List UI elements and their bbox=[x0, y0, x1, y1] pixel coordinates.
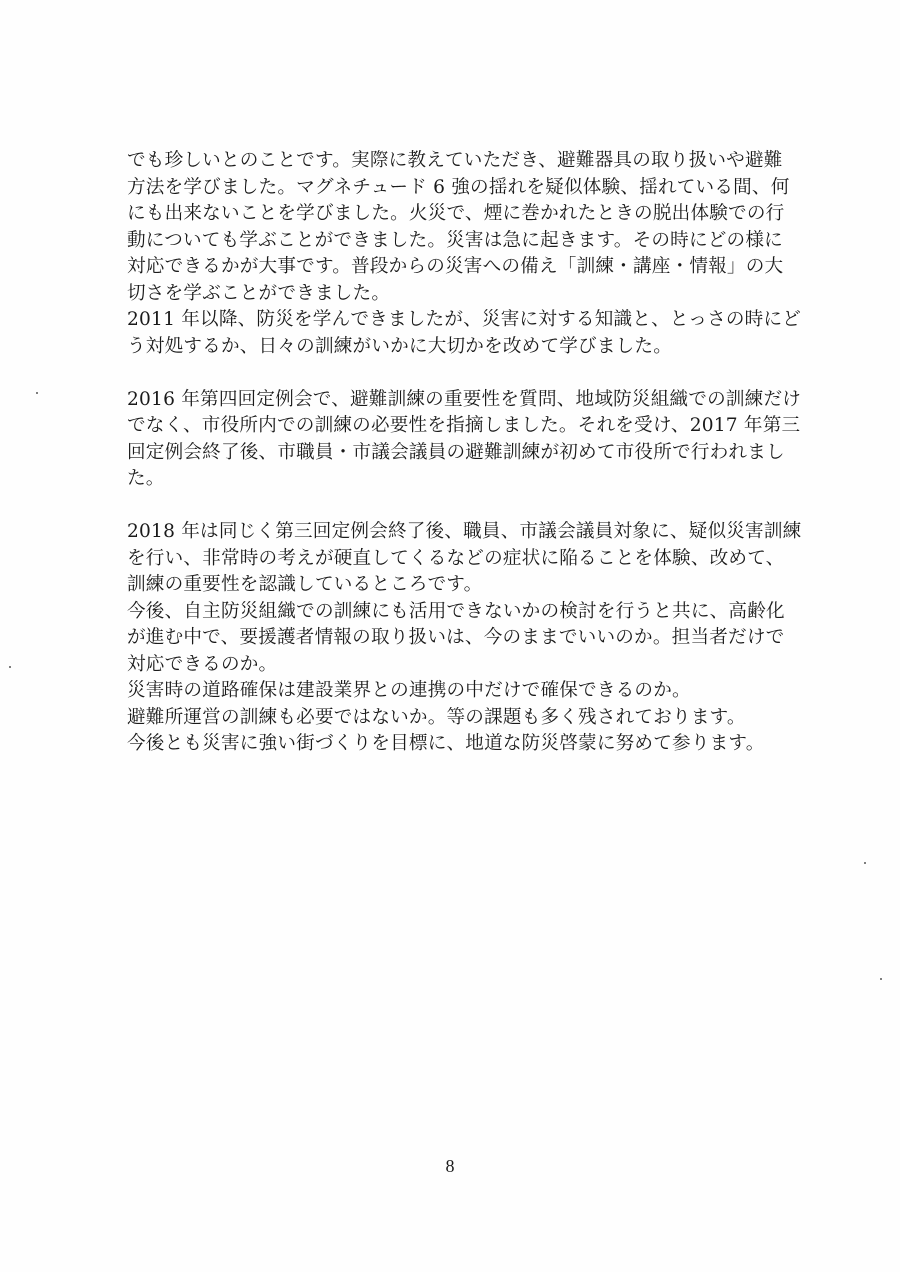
text-line: にも出来ないことを学びました。火災で、煙に巻かれたときの脱出体験での行 bbox=[127, 203, 785, 224]
scan-speck bbox=[880, 978, 882, 980]
text-line: う対処するか、日々の訓練がいかに大切かを改めて学びました。 bbox=[127, 335, 673, 357]
text-line: 2011 年以降、防災を学んできましたが、災害に対する知識と、とっさの時にど bbox=[127, 309, 802, 330]
text-line: 2018 年は同じく第三回定例会終了後、職員、市議会議員対象に、疑似災害訓練 bbox=[127, 521, 802, 542]
scan-speck bbox=[9, 666, 11, 668]
scan-speck bbox=[36, 392, 38, 394]
text-line: でなく、市役所内での訓練の必要性を指摘しました。それを受け、2017 年第三 bbox=[127, 415, 801, 436]
scan-speck bbox=[864, 862, 866, 864]
text-line: 2016 年第四回定例会で、避難訓練の重要性を質問、地域防災組織での訓練だけ bbox=[127, 388, 802, 410]
text-line: 今後とも災害に強い街づくりを目標に、地道な防災啓蒙に努めて参ります。 bbox=[127, 733, 765, 754]
text-line: 今後、自主防災組織での訓練にも活用できないかの検討を行うと共に、高齢化 bbox=[127, 600, 785, 622]
page-number: 8 bbox=[445, 1156, 455, 1176]
text-line: 動についても学ぶことができました。災害は急に起きます。その時にどの様に bbox=[127, 229, 783, 251]
text-line: 対応できるかが大事です。普段からの災害への備え「訓練・講座・情報」の大 bbox=[127, 256, 784, 277]
text-line: が進む中で、要援護者情報の取り扱いは、今のままでいいのか。担当者だけで bbox=[127, 627, 785, 648]
text-line: 避難所運営の訓練も必要ではないか。等の課題も多く残されております。 bbox=[127, 706, 746, 728]
text-line: 回定例会終了後、市職員・市議会議員の避難訓練が初めて市役所で行われまし bbox=[127, 441, 785, 463]
text-line: 訓練の重要性を認識しているところです。 bbox=[127, 574, 483, 595]
paragraph-gap bbox=[127, 360, 787, 387]
text-line: 災害時の道路確保は建設業界との連携の中だけで確保できるのか。 bbox=[127, 680, 691, 701]
text-line: 切さを学ぶことができました。 bbox=[127, 282, 391, 304]
text-line: 方法を学びました。マグネチュード 6 強の揺れを疑似体験、揺れている間、何 bbox=[127, 176, 790, 198]
text-line: でも珍しいとのことです。実際に教えていただき、避難器具の取り扱いや避難 bbox=[127, 150, 783, 171]
text-line: を行い、非常時の考えが硬直してくるなどの症状に陥ることを体験、改めて、 bbox=[127, 547, 785, 569]
text-line: た。 bbox=[127, 468, 165, 489]
paragraph-gap bbox=[127, 493, 787, 520]
text-line: 対応できるのか。 bbox=[127, 653, 278, 675]
body-text bbox=[127, 148, 802, 758]
